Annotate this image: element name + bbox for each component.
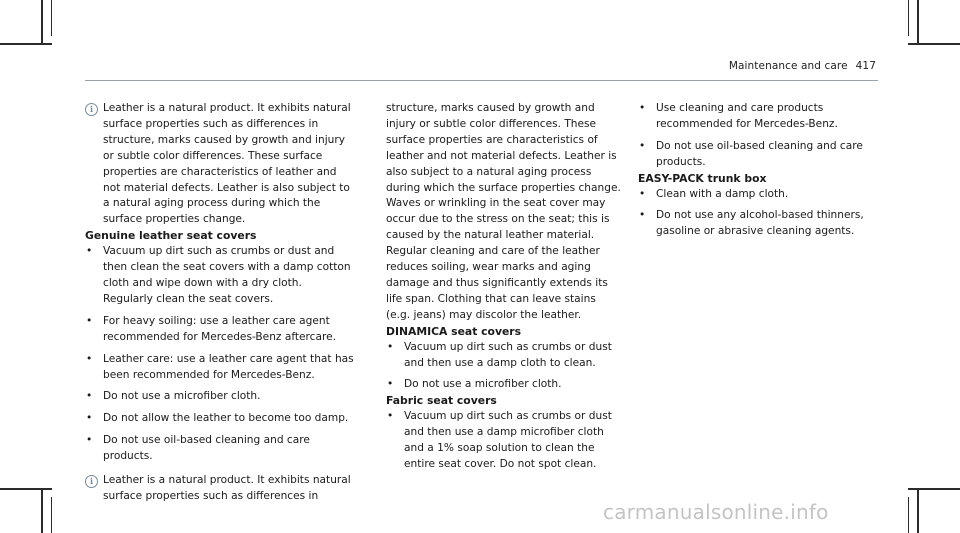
crop-mark (917, 0, 919, 45)
heading-fabric: Fabric seat covers (386, 394, 497, 408)
bullet-icon: • (86, 412, 93, 425)
list-item (85, 244, 355, 308)
info-icon: i (85, 475, 98, 488)
list-item-text: Do not use oil-based cleaning and care products. (103, 434, 310, 463)
note-text: Leather is a natural product. It exhibits natural surface properties such as differences in (103, 474, 351, 502)
list-item-text: Vacuum up dirt such as crumbs or dust and then use a damp microfiber cloth and a 1% soap solution to clean the entire seat cover. Do not spot clean. (404, 410, 612, 470)
section-title: Maintenance and care (728, 60, 848, 72)
column-3 (638, 101, 888, 240)
crop-mark (41, 0, 43, 45)
column-1 (85, 101, 355, 505)
list-item (85, 433, 355, 465)
crop-mark (908, 488, 960, 490)
list-item-text: Clean with a damp cloth. (656, 187, 789, 200)
crop-mark (908, 497, 909, 533)
bullet-icon: • (639, 209, 646, 222)
list-item (85, 411, 355, 427)
running-head (729, 60, 876, 72)
crop-mark (41, 488, 43, 533)
crop-mark (917, 488, 919, 533)
bullet-icon: • (387, 410, 394, 423)
list-item-text: For heavy soiling: use a leather care agent recommended for Mercedes-Benz aftercare. (103, 314, 336, 343)
list-item-text: Do not use oil-based cleaning and care products. (656, 139, 863, 168)
info-note (85, 101, 355, 228)
list-item (386, 409, 622, 473)
list-item-text: Do not use a microfiber cloth. (404, 378, 562, 391)
bullet-list (85, 244, 355, 465)
bullet-icon: • (86, 390, 93, 403)
list-item-text: Do not allow the leather to become too damp. (103, 412, 349, 425)
page-number: 417 (855, 60, 876, 72)
list-item (85, 352, 355, 384)
list-item-text: Do not use a microfiber cloth. (103, 390, 261, 403)
list-item-text: Use cleaning and care products recommended for Mercedes-Benz. (656, 102, 838, 130)
bullet-icon: • (639, 187, 646, 200)
watermark[interactable]: carmanualsonline.info (603, 500, 829, 524)
heading-easy-pack: EASY-PACK trunk box (638, 171, 767, 185)
column-2 (386, 101, 622, 473)
list-item (638, 101, 888, 133)
info-icon: i (85, 103, 98, 116)
list-item-text: Leather care: use a leather care agent that has been recommended for Mercedes-Benz. (103, 352, 354, 381)
list-item (85, 389, 355, 405)
bullet-icon: • (86, 352, 93, 365)
bullet-list (386, 409, 622, 473)
crop-mark (0, 488, 52, 490)
bullet-list (638, 101, 888, 171)
crop-mark (908, 0, 909, 36)
list-item (386, 377, 622, 393)
bullet-icon: • (387, 378, 394, 391)
heading-genuine-leather: Genuine leather seat covers (85, 229, 257, 243)
info-note (85, 473, 355, 505)
list-item (638, 208, 888, 240)
note-continuation: structure, marks caused by growth and injury or subtle color differences. These surface properties are characteristics of leather and not material defects. Leather is also subject to a natural aging process during which the surface properties change. (386, 102, 621, 194)
bullet-list (386, 340, 622, 394)
bullet-icon: • (387, 340, 394, 353)
bullet-icon: • (86, 245, 93, 258)
note-text: Leather is a natural product. It exhibits natural surface properties such as differences in structure, marks caused by growth and injury or subtle color differences. These surface properties are characteristics of leather and not material defects. Leather is also subject to a natural aging process during which the surface properties change. (103, 102, 351, 226)
bullet-icon: • (86, 314, 93, 327)
heading-dinamica: DINAMICA seat covers (386, 324, 522, 338)
list-item (638, 187, 888, 203)
bullet-icon: • (639, 102, 646, 114)
bullet-icon: • (639, 139, 646, 152)
list-item-text: Do not use any alcohol-based thinners, gasoline or abrasive cleaning agents. (656, 209, 864, 238)
bullet-icon: • (86, 434, 93, 447)
crop-mark (0, 43, 52, 45)
paragraph-waves: Waves or wrinkling in the seat cover may occur due to the stress on the seat; this is caused by the natural leather material. Regular cleaning and care of the leather reduces soiling, wear marks and aging damage and thus significantly extends its life span. Clothing that can leave stains (e.g. jeans) may discolor the leather. (386, 197, 610, 321)
list-item (386, 340, 622, 372)
list-item-text: Vacuum up dirt such as crumbs or dust and then use a damp cloth to clean. (404, 340, 612, 369)
crop-mark (51, 0, 52, 36)
crop-mark (51, 497, 52, 533)
list-item (85, 314, 355, 346)
list-item-text: Vacuum up dirt such as crumbs or dust and then clean the seat covers with a damp cotton cloth and wipe down with a dry cloth. Regularly clean the seat covers. (103, 245, 351, 305)
crop-mark (908, 43, 960, 45)
header-rule (85, 80, 878, 81)
list-item (638, 139, 888, 171)
bullet-list (638, 187, 888, 241)
